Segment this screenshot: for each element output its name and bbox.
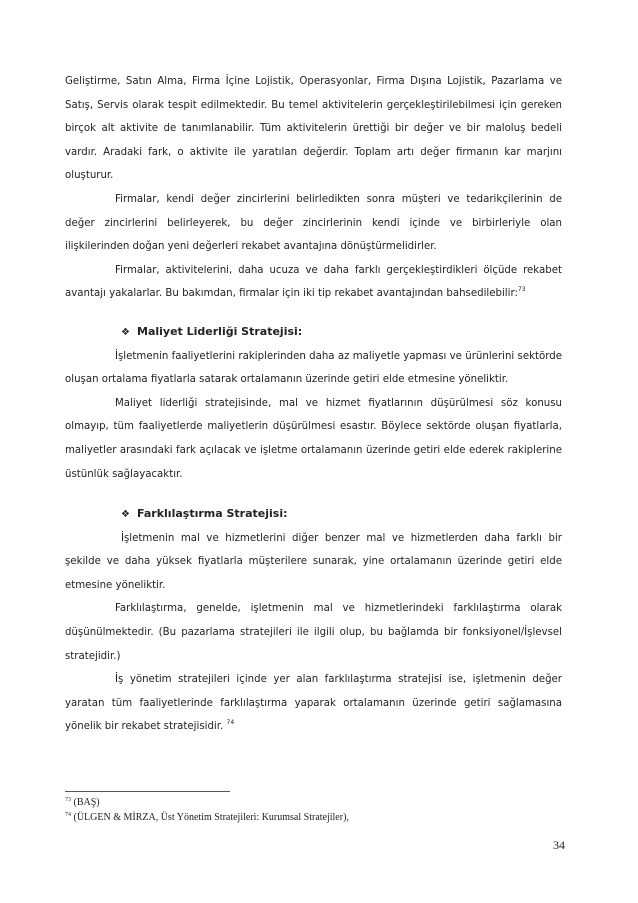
paragraph: Farklılaştırma, genelde, işletmenin mal ve hizmetlerindeki farklılaştırma olarak düşünülmektedir. (Bu pazarlama stratejileri ile ilgili olup, bu bağlamda bir fonksiyonel/İşlevsel stratejidir.) [65, 603, 562, 662]
paragraph: Firmalar, kendi değer zincirlerini belirledikten sonra müşteri ve tedarikçilerinin de değer zincirlerini belirleyerek, bu değer zincirlerinin kendi içinde ve birbirleriyle olan ilişkilerinden doğan yeni değerleri rekabet avantajına dönüştürmelidirler. [65, 193, 562, 253]
paragraph: Maliyet liderliği stratejisinde, mal ve hizmet fiyatlarının düşürülmesi söz konusu olmayıp, tüm faaliyetlerde maliyetlerin düşürülmesi esastır. Böylece sektörde oluşan fiyatlarla, maliyetler arasındaki fark açılacak ve işletme ortalamanın üzerinde getiri elde ederek rakiplerine üstünlük sağlayacaktır. [65, 397, 562, 480]
footnote-number: 73 [65, 797, 71, 803]
footnotes [65, 791, 562, 825]
footnote-text: (BAŞ) [73, 797, 100, 808]
diamond-bullet-icon: ❖ [121, 509, 130, 521]
footnote-reference: 73 [517, 286, 526, 294]
footnote-reference: 74 [226, 719, 235, 727]
page-number: 34 [553, 838, 565, 852]
footnote-text: (ÜLGEN & MİRZA, Üst Yönetim Stratejileri: Kurumsal Stratejiler), [73, 812, 349, 823]
paragraph: İşletmenin faaliyetlerini rakiplerinden daha az maliyetle yapması ve ürünlerini sektörde oluşan ortalama fiyatlarla satarak ortalamanın üzerinde getiri elde etmesine yöneliktir. [65, 350, 562, 386]
heading-text: Maliyet Liderliği Stratejisi: [137, 324, 303, 338]
body-text [65, 70, 562, 739]
paragraph-text: Firmalar, aktivitelerini, daha ucuza ve daha farklı gerçekleştirdikleri ölçüde rekabet avantajı yakalarlar. Bu bakımdan, firmalar için iki tip rekabet avantajından bahsedilebilir: [65, 264, 562, 300]
paragraph-text: İş yönetim stratejileri içinde yer alan farklılaştırma stratejisi ise, işletmenin değer yaratan tüm faaliyetlerinde farklılaştırma yaparak ortalamanın üzerinde getiri sağlamasına yönelik bir rekabet stratejisidir. [65, 674, 562, 733]
paragraph: Geliştirme, Satın Alma, Firma İçine Lojistik, Operasyonlar, Firma Dışına Lojistik, Pazarlama ve Satış, Servis olarak tespit edilmektedir. Bu temel aktivitelerin gerçekleştirilebilmesi için gereken birçok alt aktivite de tanımlanabilir. Tüm aktivitelerin ürettiği bir değer ve bir maloluş bedeli vardır. Aradaki fark, o aktivite ile yaratılan değerdir. Toplam artı değer firmanın kar marjını oluşturur. [65, 76, 562, 182]
paragraph: İşletmenin mal ve hizmetlerini diğer benzer mal ve hizmetlerden daha farklı bir şekilde ve daha yüksek fiyatlarla müşterilere sunarak, yine ortalamanın üzerinde getiri elde etmesine yöneliktir. [65, 532, 562, 591]
footnote [65, 795, 562, 810]
footnote [65, 810, 562, 825]
section-heading-differentiation [65, 502, 562, 527]
footnote-number: 74 [65, 812, 71, 818]
footnote-divider [65, 791, 230, 792]
diamond-bullet-icon: ❖ [121, 326, 130, 338]
paragraph [65, 668, 562, 739]
section-heading-cost-leadership [65, 320, 562, 345]
paragraph [65, 259, 562, 306]
heading-text: Farklılaştırma Stratejisi: [137, 507, 288, 521]
